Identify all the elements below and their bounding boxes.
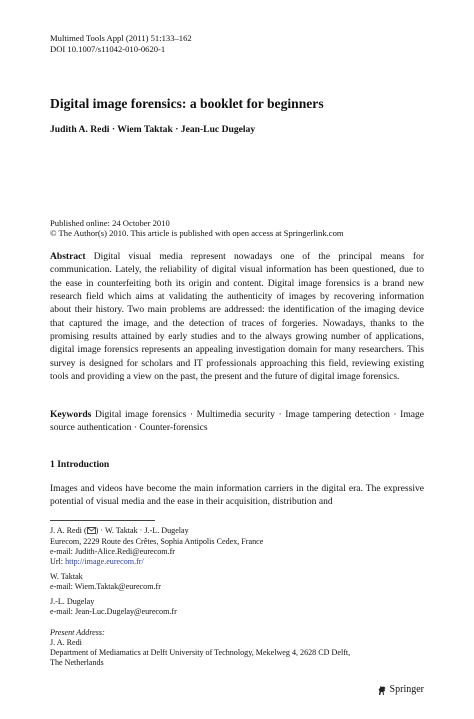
footnote-url-line [50,557,144,567]
footnote-address: Eurecom, 2229 Route des Crêtes, Sophia Antipolis Cedex, France [50,537,264,546]
present-address-name: J. A. Redi [50,638,82,647]
publisher-mark [377,684,424,696]
publisher-name: Springer [389,684,424,695]
envelope-icon [87,526,96,536]
present-address-label: Present Address: [50,628,105,637]
keywords-label: Keywords [50,409,92,420]
section-heading: 1 Introduction [50,459,110,470]
article-title: Digital image forensics: a booklet for beginners [50,96,324,111]
copyright-text: The Author(s) 2010. This article is published with open access at Springerlink.com [58,228,344,238]
doi-line: DOI 10.1007/s11042-010-0620-1 [50,44,166,54]
keywords-text: Digital image forensics · Multimedia security · Image tampering detection · Image source authentication · Counter-forensics [50,409,425,434]
present-address-line-1: Department of Mediamatics at Delft University of Technology, Mekelweg 4, 2628 CD Delft, [50,648,351,657]
copyright-symbol: © [50,228,57,238]
journal-citation: Multimed Tools Appl (2011) 51:133–162 [50,33,192,43]
footnote-taktak-name: W. Taktak [50,572,83,581]
published-online: Published online: 24 October 2010 [50,218,170,228]
abstract-label: Abstract [50,251,86,262]
author-list: Judith A. Redi · Wiem Taktak · Jean-Luc Dugelay [50,124,256,135]
present-address-line-2: The Netherlands [50,658,104,667]
keywords [50,408,424,435]
copyright-line [50,228,344,238]
footnote-divider [50,520,155,521]
url-label: Url: [50,557,64,566]
abstract [50,250,424,383]
section-body: Images and videos have become the main information carriers in the digital era. The expressive potential of visual media and the ease in their acquisition, distribution and [50,483,424,508]
eurecom-url-link[interactable]: http://image.eurecom.fr/ [65,557,144,566]
springer-horse-logo [377,685,387,696]
footnote-authors: J. A. Redi ( ) · W. Taktak · J.-L. Dugelay [50,526,189,535]
footnote-email-dugelay: e-mail: Jean-Luc.Dugelay@eurecom.fr [50,607,177,616]
footnote-email-redi: e-mail: Judith-Alice.Redi@eurecom.fr [50,547,175,556]
footnote-email-taktak: e-mail: Wiem.Taktak@eurecom.fr [50,582,161,591]
abstract-text: Digital visual media represent nowadays one of the principal means for communication. Lately, the reliability of digital visual information has been questioned, due to the ease in counterfeiting both its origin and content. Digital image forensics is a brand new research field which aims at validating the authenticity of images by recovering information about their history. Two main problems are addressed: the identification of the imaging device that captured the image, and the detection of traces of forgeries. Nowadays, thanks to the promising results attained by early studies and to the always growing number of applications, digital image forensics represents an appealing investigation domain for many researchers. This survey is designed for scholars and IT professionals approaching this field, reviewing existing tools and providing a view on the past, the present and the future of digital image forensics. [50,251,425,383]
footnote-dugelay-name: J.-L. Dugelay [50,597,95,606]
